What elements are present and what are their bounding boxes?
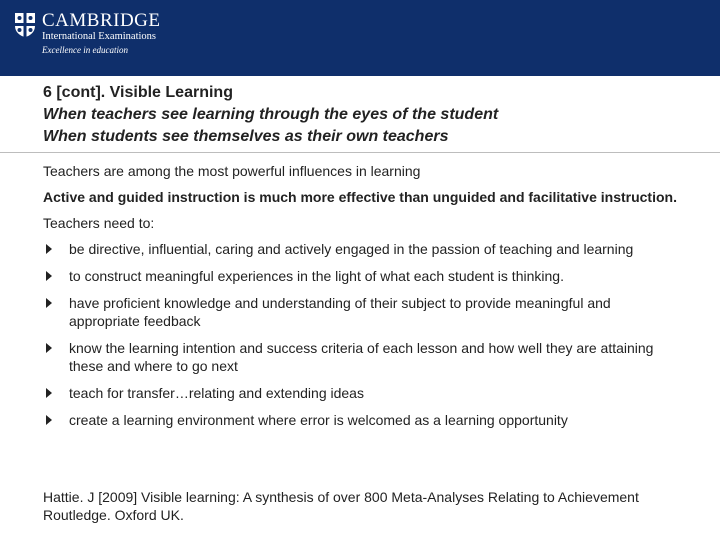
title-line-2: When teachers see learning through the eyes of the student bbox=[43, 106, 499, 123]
list-item bbox=[43, 267, 683, 285]
triangle-right-icon bbox=[46, 343, 52, 353]
bullet-text: be directive, influential, caring and actively engaged in the passion of teaching and learning bbox=[69, 241, 634, 257]
list-item bbox=[43, 411, 683, 429]
lead-in-text: Teachers need to: bbox=[43, 215, 155, 231]
slide-title bbox=[43, 82, 703, 148]
reference-citation: Hattie. J [2009] Visible learning: A synthesis of over 800 Meta-Analyses Relating to Achievement Routledge. Oxford UK. bbox=[43, 489, 639, 523]
triangle-right-icon bbox=[46, 388, 52, 398]
triangle-right-icon bbox=[46, 244, 52, 254]
shield-crest-icon bbox=[14, 12, 36, 38]
header-banner bbox=[0, 0, 720, 76]
title-divider bbox=[0, 152, 720, 153]
title-line-3: When students see themselves as their own teachers bbox=[43, 128, 449, 145]
bullet-text: know the learning intention and success criteria of each lesson and how well they are attaining these and where to go next bbox=[69, 340, 654, 374]
bullet-text: teach for transfer…relating and extending ideas bbox=[69, 385, 364, 401]
list-item bbox=[43, 339, 683, 375]
bullet-text: create a learning environment where error is welcomed as a learning opportunity bbox=[69, 412, 568, 428]
list-item bbox=[43, 384, 683, 402]
intro-text: Teachers are among the most powerful influences in learning bbox=[43, 163, 421, 179]
list-item bbox=[43, 240, 683, 258]
bullet-text: have proficient knowledge and understanding of their subject to provide meaningful and appropriate feedback bbox=[69, 295, 611, 329]
emphasis-text: Active and guided instruction is much more effective than unguided and facilitative instruction. bbox=[43, 189, 677, 205]
title-line-1: 6 [cont]. Visible Learning bbox=[43, 84, 233, 101]
brand-name: CAMBRIDGE bbox=[42, 10, 161, 31]
triangle-right-icon bbox=[46, 298, 52, 308]
bullet-text: to construct meaningful experiences in the light of what each student is thinking. bbox=[69, 268, 564, 284]
brand-subtitle: International Examinations bbox=[42, 31, 157, 42]
triangle-right-icon bbox=[46, 271, 52, 281]
triangle-right-icon bbox=[46, 415, 52, 425]
list-item bbox=[43, 294, 683, 330]
slide-body bbox=[43, 162, 683, 438]
bullet-list bbox=[43, 240, 683, 429]
brand-tagline: Excellence in education bbox=[42, 45, 128, 55]
